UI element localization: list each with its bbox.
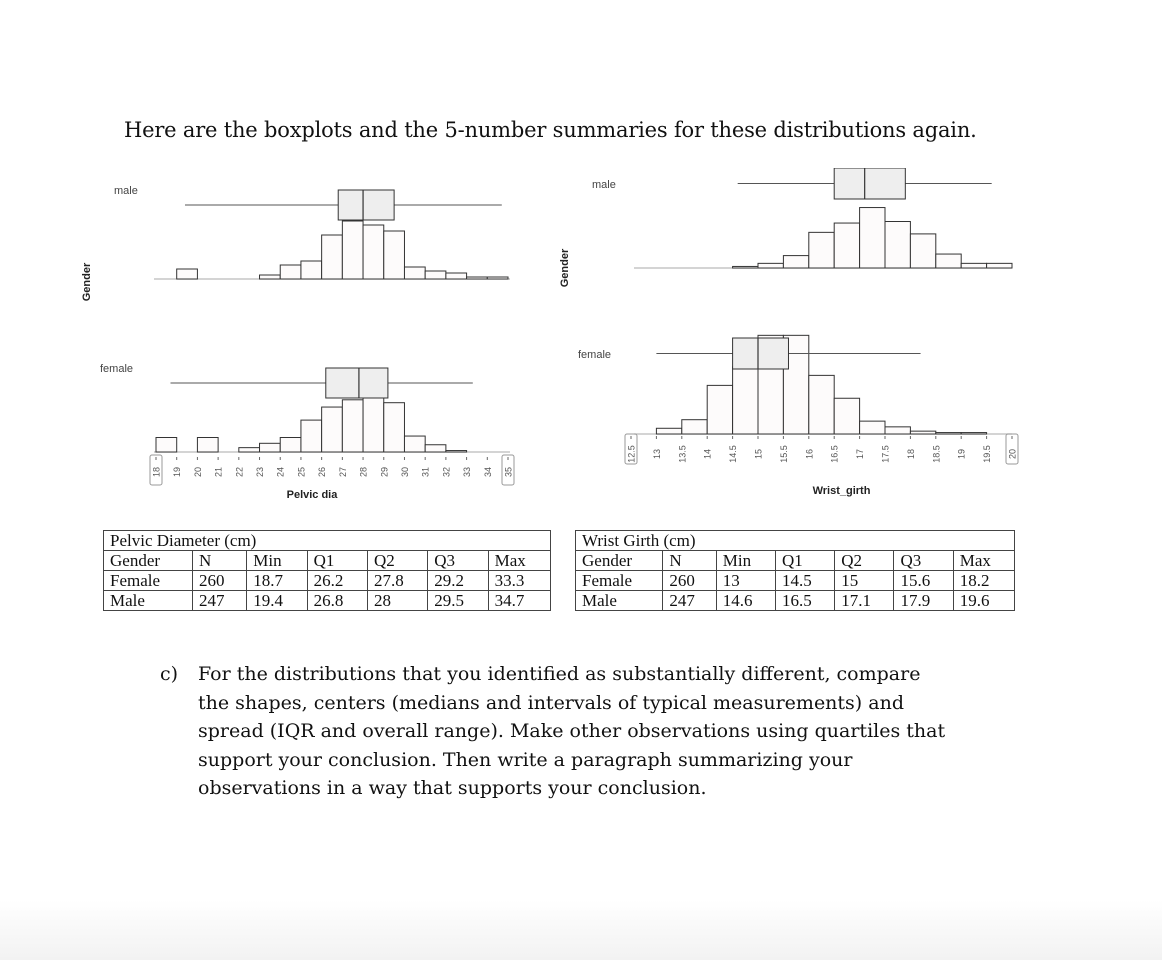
- table-cell: 13: [716, 571, 775, 591]
- tick-label: 22: [234, 466, 245, 478]
- panel-label-female: female: [578, 349, 612, 361]
- y-axis-label: Gender: [559, 248, 571, 288]
- tick-label: 29: [379, 466, 390, 478]
- question-label: c): [160, 663, 179, 685]
- tick-label: 19.5: [982, 445, 993, 463]
- histogram-bar: [467, 277, 488, 279]
- tick-label: 20: [1007, 448, 1018, 460]
- histogram-bar: [342, 221, 363, 279]
- header-cell: Min: [716, 551, 775, 571]
- box-iqr: [338, 190, 394, 220]
- tick-label: 12.5: [626, 445, 637, 463]
- histogram-bar: [322, 407, 343, 452]
- tick-label: 19: [956, 448, 967, 460]
- box-iqr: [834, 168, 905, 199]
- histogram-bar: [860, 421, 885, 434]
- histogram-bar: [446, 273, 467, 279]
- tick-label: 35: [503, 466, 514, 478]
- histogram-bar: [425, 271, 446, 279]
- header-cell: N: [663, 551, 716, 571]
- table-cell: 16.5: [775, 591, 834, 611]
- histogram-bar: [425, 445, 446, 452]
- histogram-bar: [363, 225, 384, 279]
- histogram-bar: [301, 261, 322, 279]
- histogram-bar: [809, 232, 834, 268]
- table-cell: 18.2: [953, 571, 1014, 591]
- histogram-bar: [239, 448, 260, 452]
- histogram-bar: [363, 397, 384, 452]
- question-line: spread (IQR and overall range). Make other observations using quartiles that: [198, 720, 946, 742]
- panel-label-female: female: [100, 363, 134, 375]
- histogram-bar: [809, 375, 834, 434]
- histogram-bar: [758, 263, 783, 268]
- tick-label: 21: [213, 466, 224, 478]
- table-cell: 34.7: [488, 591, 550, 611]
- table-cell: 14.6: [716, 591, 775, 611]
- header-cell: Q3: [428, 551, 488, 571]
- histogram-bar: [446, 451, 467, 452]
- histogram-bar: [834, 223, 859, 268]
- histogram-bar: [384, 403, 405, 452]
- tick-label: 17.5: [880, 445, 891, 463]
- table-cell: 26.2: [307, 571, 367, 591]
- histogram-bar: [885, 222, 910, 269]
- histogram-bar: [936, 254, 961, 268]
- table-cell: Male: [104, 591, 193, 611]
- histogram-bar: [656, 428, 681, 434]
- table-cell: 28: [367, 591, 427, 611]
- histogram-bar: [987, 263, 1012, 268]
- tick-label: 13.5: [677, 445, 688, 463]
- table-cell: Female: [104, 571, 193, 591]
- tick-label: 14.5: [728, 445, 739, 463]
- tick-label: 28: [358, 466, 369, 478]
- header-cell: Q3: [894, 551, 953, 571]
- table-row: [104, 571, 551, 591]
- header-cell: Max: [953, 551, 1014, 571]
- table-cell: 247: [192, 591, 246, 611]
- tick-label: 26: [317, 466, 328, 478]
- tick-label: 23: [255, 466, 266, 478]
- header-cell: Max: [488, 551, 550, 571]
- header-cell: Gender: [104, 551, 193, 571]
- x-axis-label: Wrist_girth: [812, 485, 871, 497]
- histogram-bar: [961, 263, 986, 268]
- table-cell: Female: [576, 571, 663, 591]
- histogram-bar: [910, 431, 935, 434]
- histogram-bar: [197, 438, 218, 453]
- tick-label: 15.5: [778, 445, 789, 463]
- header-cell: Q2: [835, 551, 894, 571]
- histogram-bar: [910, 234, 935, 268]
- tick-label: 27: [337, 466, 348, 478]
- panel-label-male: male: [114, 185, 138, 197]
- tick-label: 20: [192, 466, 203, 478]
- table-cell: 29.2: [428, 571, 488, 591]
- histogram-bar: [487, 277, 508, 279]
- table-row: [576, 591, 1015, 611]
- histogram-bar: [733, 266, 758, 268]
- table-caption: Pelvic Diameter (cm): [104, 531, 551, 551]
- table-cell: 17.1: [835, 591, 894, 611]
- question-line: support your conclusion. Then write a paragraph summarizing your: [198, 748, 853, 771]
- header-cell: Q1: [307, 551, 367, 571]
- histogram-bar: [301, 420, 322, 452]
- histogram-bar: [404, 267, 425, 279]
- histogram-bar: [733, 367, 758, 434]
- histogram-bar: [322, 235, 343, 279]
- table-caption: Wrist Girth (cm): [576, 531, 1015, 551]
- pelvic-table: [103, 530, 551, 611]
- x-axis-label: Pelvic dia: [286, 489, 338, 501]
- tick-label: 18: [905, 448, 916, 460]
- tick-label: 24: [275, 466, 286, 478]
- histogram-bar: [682, 420, 707, 434]
- histogram-bar: [404, 436, 425, 452]
- histogram-bar: [260, 443, 281, 452]
- histogram-bar: [961, 433, 986, 434]
- tick-label: 15: [753, 448, 764, 460]
- tick-label: 17: [855, 448, 866, 460]
- table-cell: Male: [576, 591, 663, 611]
- histogram-bar: [280, 265, 301, 279]
- histogram-bar: [783, 256, 808, 268]
- table-cell: 19.6: [953, 591, 1014, 611]
- table-cell: 14.5: [775, 571, 834, 591]
- tick-label: 13: [651, 448, 662, 460]
- y-axis-label: Gender: [81, 262, 93, 302]
- tick-label: 18: [151, 466, 162, 478]
- header-cell: Min: [247, 551, 307, 571]
- box-iqr: [326, 368, 388, 398]
- table-cell: 26.8: [307, 591, 367, 611]
- histogram-bar: [885, 427, 910, 434]
- question-line: the shapes, centers (medians and intervals of typical measurements) and: [198, 691, 904, 714]
- table-cell: 260: [192, 571, 246, 591]
- table-cell: 19.4: [247, 591, 307, 611]
- header-cell: Q1: [775, 551, 834, 571]
- wrist-table: [575, 530, 1015, 611]
- histogram-bar: [936, 433, 961, 434]
- question-text: [198, 660, 1018, 803]
- tick-label: 16.5: [829, 445, 840, 463]
- tick-label: 14: [702, 448, 713, 460]
- tick-label: 19: [172, 466, 183, 478]
- tick-label: 25: [296, 466, 307, 478]
- tick-label: 30: [399, 466, 410, 478]
- wrist-chart: [556, 168, 1026, 504]
- tick-label: 33: [462, 466, 473, 478]
- pelvic-chart: [78, 172, 548, 504]
- tick-label: 32: [441, 466, 452, 478]
- histogram-bar: [342, 400, 363, 452]
- table-cell: 33.3: [488, 571, 550, 591]
- table-cell: 15: [835, 571, 894, 591]
- table-cell: 27.8: [367, 571, 427, 591]
- histogram-bar: [860, 208, 885, 268]
- histogram-bar: [834, 398, 859, 434]
- tick-label: 31: [420, 466, 431, 478]
- question-line: For the distributions that you identified as substantially different, compare: [198, 663, 921, 685]
- table-header-row: [104, 551, 551, 571]
- tick-label: 34: [482, 466, 493, 478]
- header-cell: Gender: [576, 551, 663, 571]
- table-cell: 15.6: [894, 571, 953, 591]
- histogram-bar: [707, 385, 732, 434]
- header-cell: Q2: [367, 551, 427, 571]
- table-cell: 29.5: [428, 591, 488, 611]
- panel-label-male: male: [592, 179, 616, 191]
- histogram-bar: [384, 231, 405, 279]
- tick-label: 18.5: [931, 445, 942, 463]
- heading: Here are the boxplots and the 5-number summaries for these distributions again.: [124, 118, 977, 142]
- table-cell: 18.7: [247, 571, 307, 591]
- table-header-row: [576, 551, 1015, 571]
- table-cell: 17.9: [894, 591, 953, 611]
- table-row: [576, 571, 1015, 591]
- table-cell: 247: [663, 591, 716, 611]
- tick-label: 16: [804, 448, 815, 460]
- question-line: observations in a way that supports your conclusion.: [198, 777, 707, 799]
- header-cell: N: [192, 551, 246, 571]
- table-cell: 260: [663, 571, 716, 591]
- histogram-bar: [156, 438, 177, 453]
- histogram-bar: [177, 269, 198, 279]
- box-iqr: [733, 338, 789, 369]
- table-row: [104, 591, 551, 611]
- histogram-bar: [260, 275, 281, 279]
- histogram-bar: [280, 438, 301, 453]
